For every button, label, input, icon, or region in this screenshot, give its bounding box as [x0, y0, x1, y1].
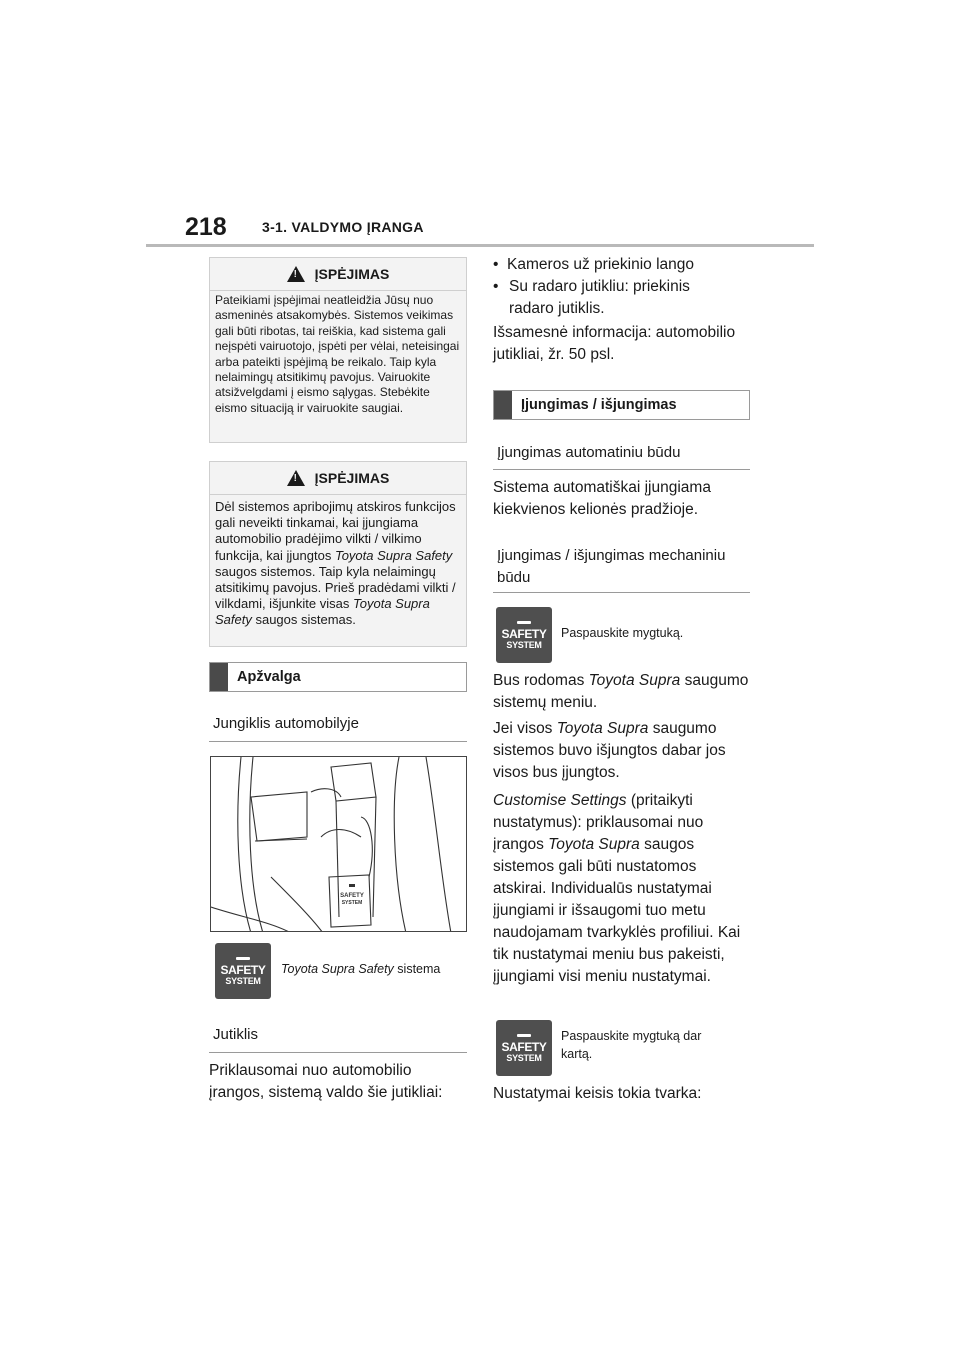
warning-box-1: [209, 257, 467, 443]
paragraph-order: Nustatymai keisis tokia tvarka:: [493, 1085, 702, 1102]
warning-title: ĮSPĖJIMAS: [314, 470, 390, 486]
console-illustration: [210, 756, 467, 932]
section-header-label: Apžvalga: [237, 669, 301, 685]
warning-box-2: [209, 461, 467, 647]
subheading-manual: Įjungimas / išjungimas mechaniniu būdu: [493, 545, 750, 593]
safety-system-button-icon: SAFETY SYSTEM: [496, 607, 552, 663]
mini-system-label: SYSTEM: [341, 900, 363, 906]
warning-text: Pateikiami įspėjimai neatleidžia Jūsų nuo asmeninės atsakomybės. Sistemos veikimas gali būti ribotas, tai reiškia, kad sistema gali neįspėti vairuotojo, įspėti per vėlai, neteisingai arba pateikti įspėjimą be reikalo. Taip kyla nelaimingų atsitikimų pavojus. Vairuokite atsižvelgdami į eismo sąlygas. Stebėkite eismo situaciją ir vairuokite saugiai.: [215, 293, 460, 415]
subheading-switch-in-car: Jungiklis automobilyje: [209, 713, 467, 742]
bullet-item-2: • Su radaro jutikliu: priekinis radaro jutiklis.: [493, 278, 690, 317]
warning-triangle-icon: [287, 266, 305, 282]
caption-safety-system: Toyota Supra Safety sistema: [281, 962, 441, 976]
warning-header: [210, 462, 466, 495]
paragraph-auto: Sistema automatiškai įjungiama kiekvienos kelionės pradžioje.: [493, 479, 711, 518]
subheading-auto: Įjungimas automatiniu būdu: [493, 442, 750, 470]
safety-system-button-icon: SAFETY SYSTEM: [496, 1020, 552, 1076]
bullet-item-1: • Kameros už priekinio lango: [493, 256, 695, 273]
paragraph-menu-shown: Bus rodomas Toyota Supra saugumo sistemų meniu.: [493, 672, 749, 711]
warning-title: ĮSPĖJIMAS: [314, 266, 390, 282]
instruction-press-button: Paspauskite mygtuką.: [561, 626, 684, 640]
section-header-onoff: [493, 390, 750, 420]
page-number: 218: [185, 213, 227, 241]
section-header-overview: [209, 662, 467, 692]
instruction-press-again: Paspauskite mygtuką dar kartą.: [561, 1029, 702, 1061]
safety-system-button-icon: SAFETY SYSTEM: [215, 943, 271, 999]
paragraph-customise: Customise Settings (pritaikyti nustatymus): priklausomai nuo įrangos Toyota Supra saugos sistemos gali būti nustatomos atskirai. Individualūs nustatymai įjungiami ir išsaugomi tuo metu naudojamam tvarkyklės profiliui. Kai tik nustatymai meniu bus pakeisti, įjungiami visi meniu nustatymai.: [493, 792, 741, 985]
header-rule: [146, 244, 814, 247]
section-title: 3-1. VALDYMO ĮRANGA: [262, 219, 424, 235]
paragraph-sensors: Priklausomai nuo automobilio įrangos, sistemą valdo šie jutikliai:: [209, 1062, 443, 1101]
console-drawing: [211, 757, 467, 932]
warning-triangle-icon: [287, 470, 305, 486]
mini-safety-label: SAFETY: [340, 893, 364, 899]
warning-header: [210, 258, 466, 291]
paragraph-more-info: Išsamesnė informacija: automobilio jutikliai, žr. 50 psl.: [493, 324, 736, 363]
warning-text: Dėl sistemos apribojimų atskiros funkcijos gali neveikti tinkamai, kai įjungiama automobilio pradėjimo vilkti / vilkimo funkcija, kai įjungtos Toyota Supra Safety saugos sistemos. Taip kyla nelaimingų atsitikimų pavojus. Prieš pradėdami vilkti / vilkdami, išjunkite visas Toyota Supra Safety saugos sistemas.: [215, 499, 456, 628]
subheading-sensor: Jutiklis: [209, 1024, 467, 1053]
section-header-label: Įjungimas / išjungimas: [521, 397, 677, 413]
paragraph-if-all: Jei visos Toyota Supra saugumo sistemos buvo išjungtos dabar jos visos bus įjungtos.: [493, 720, 726, 781]
